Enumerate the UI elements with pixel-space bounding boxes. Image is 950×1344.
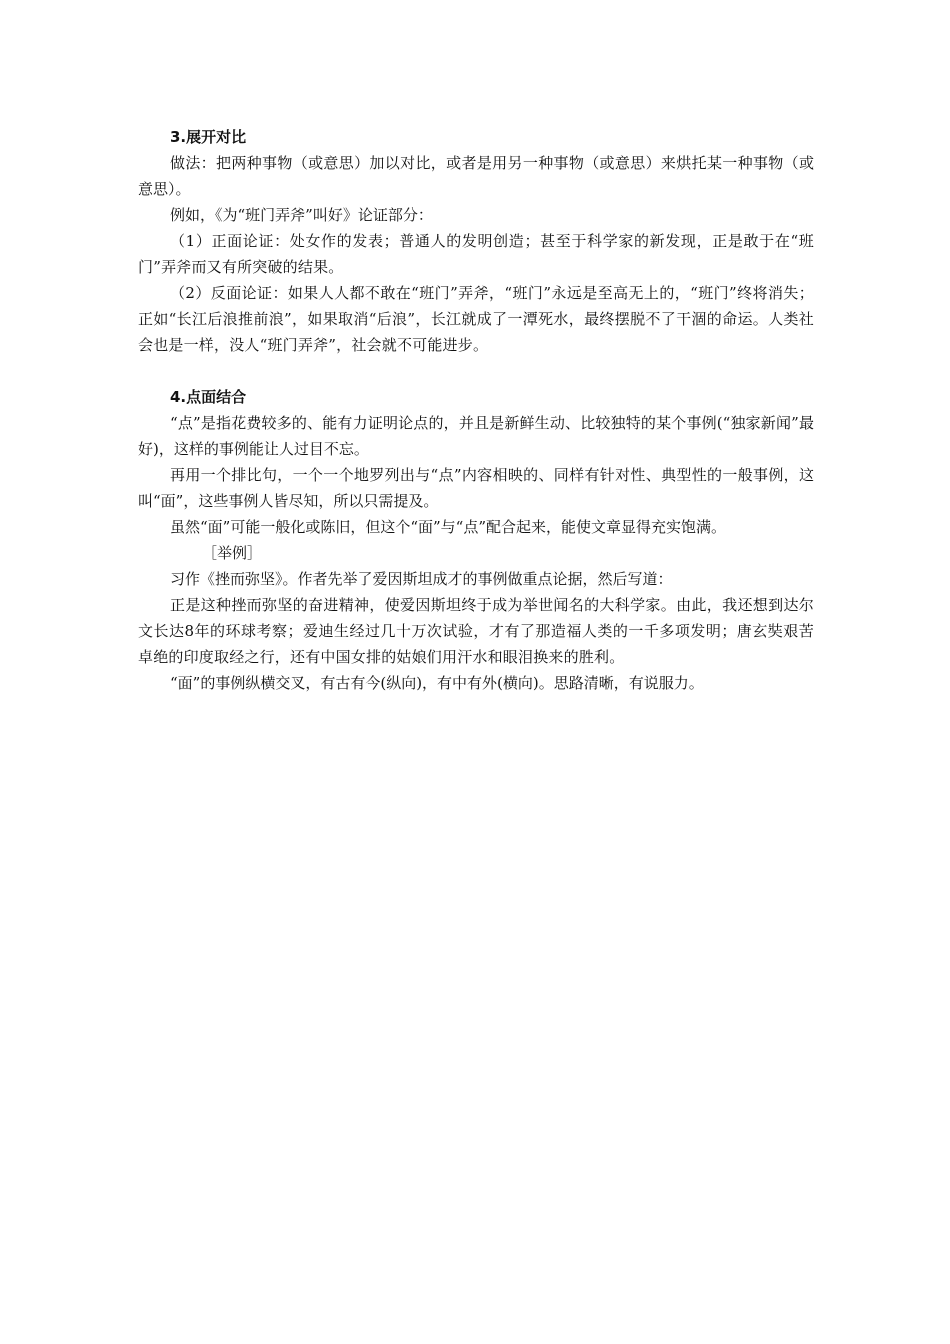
section-3-point-2: （2）反面论证：如果人人都不敢在“班门”弄斧，“班门”永远是至高无上的，“班门”终将消失；正如“长江后浪推前浪”，如果取消“后浪”，长江就成了一潭死水，最终摆脱不了干涸的命运。人类社会也是一样，没人“班门弄斧”，社会就不可能进步。: [138, 284, 814, 354]
section-4-conclusion: “面”的事例纵横交叉，有古有今(纵向)，有中有外(横向)。思路清晰，有说服力。: [170, 674, 704, 692]
section-4-paragraph-1: “点”是指花费较多的、能有力证明论点的，并且是新鲜生动、比较独特的某个事例(“独家新闻”最好)，这样的事例能让人过目不忘。: [138, 414, 814, 458]
section-3-example-intro: 例如，《为“班门弄斧”叫好》论证部分：: [170, 206, 433, 224]
example-label: ［举例］: [202, 544, 263, 562]
section-4-paragraph-3: 虽然“面”可能一般化或陈旧，但这个“面”与“点”配合起来，能使文章显得充实饱满。: [170, 518, 727, 536]
section-4-example-intro: 习作《挫而弥坚》。作者先举了爱因斯坦成才的事例做重点论据，然后写道：: [170, 570, 673, 588]
section-4-example-quote: 正是这种挫而弥坚的奋进精神，使爱因斯坦终于成为举世闻名的大科学家。由此，我还想到达尔文长达8年的环球考察；爱迪生经过几十万次试验，才有了那造福人类的一千多项发明；唐玄奘艰苦卓绝的印度取经之行，还有中国女排的姑娘们用汗水和眼泪换来的胜利。: [138, 596, 814, 666]
section-4-paragraph-2: 再用一个排比句，一个一个地罗列出与“点”内容相映的、同样有针对性、典型性的一般事例，这叫“面”，这些事例人皆尽知，所以只需提及。: [138, 466, 814, 510]
section-3-heading: 3.展开对比: [170, 128, 247, 146]
section-4-heading: 4.点面结合: [170, 388, 247, 406]
section-3-point-1: （1）正面论证：处女作的发表；普通人的发明创造；甚至于科学家的新发现，正是敢于在“班门”弄斧而又有所突破的结果。: [138, 232, 814, 276]
section-3-method: 做法：把两种事物（或意思）加以对比，或者是用另一种事物（或意思）来烘托某一种事物（或意思）。: [138, 154, 814, 198]
document-body: [138, 124, 814, 696]
section-spacer: [138, 358, 814, 384]
